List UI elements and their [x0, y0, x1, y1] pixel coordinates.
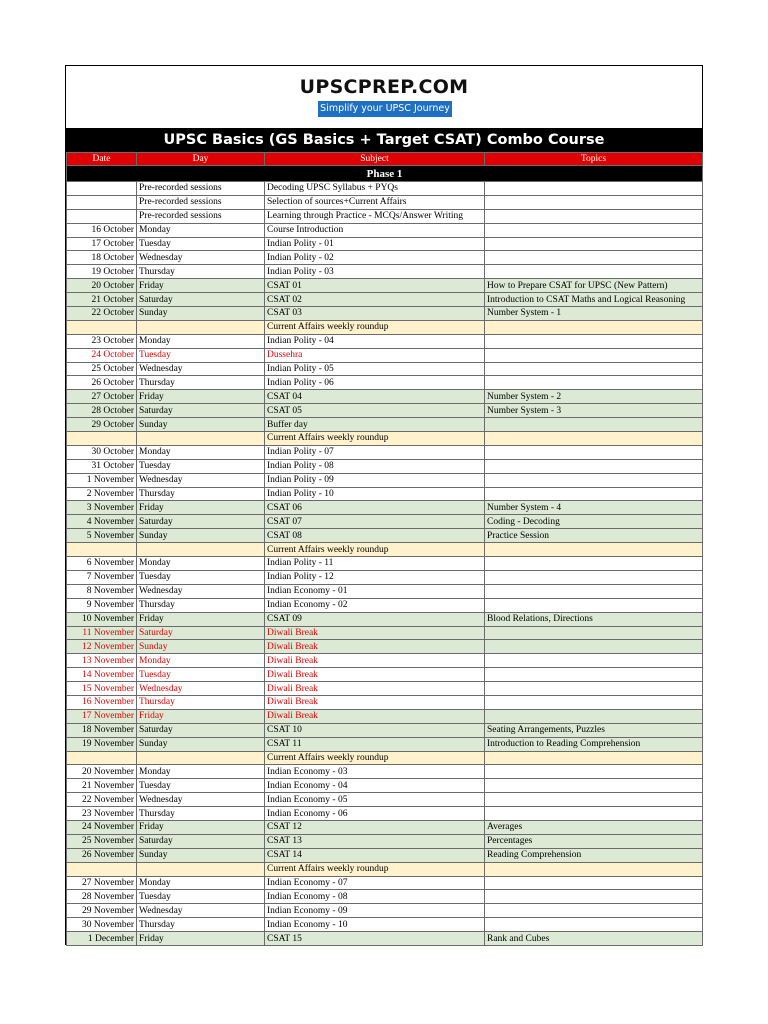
- table-row: [67, 626, 703, 640]
- table-row: [67, 779, 703, 793]
- table-row: [67, 223, 703, 237]
- table-row: [67, 807, 703, 821]
- table-row: [67, 237, 703, 251]
- date-cell: 3 November: [67, 501, 137, 515]
- date-cell: [67, 432, 137, 446]
- day-cell: Saturday: [137, 293, 265, 307]
- subject-cell: Current Affairs weekly roundup: [265, 862, 485, 876]
- topics-cell: [485, 237, 703, 251]
- day-cell: Tuesday: [137, 570, 265, 584]
- date-cell: [67, 543, 137, 557]
- table-row: [67, 362, 703, 376]
- table-row: [67, 918, 703, 932]
- subject-cell: Indian Polity - 11: [265, 557, 485, 571]
- topics-cell: Practice Session: [485, 529, 703, 543]
- header-date: Date: [67, 153, 137, 166]
- table-row: [67, 390, 703, 404]
- table-row: [67, 195, 703, 209]
- table-row: [67, 848, 703, 862]
- table-row: [67, 473, 703, 487]
- topics-cell: [485, 362, 703, 376]
- topics-cell: Rank and Cubes: [485, 932, 703, 946]
- subject-cell: Indian Polity - 07: [265, 445, 485, 459]
- day-cell: Friday: [137, 932, 265, 946]
- topics-cell: Seating Arrangements, Puzzles: [485, 723, 703, 737]
- date-cell: 28 November: [67, 890, 137, 904]
- subject-cell: Decoding UPSC Syllabus + PYQs: [265, 182, 485, 196]
- topics-cell: [485, 709, 703, 723]
- topics-cell: [485, 807, 703, 821]
- table-row: [67, 418, 703, 432]
- table-row: [67, 459, 703, 473]
- day-cell: Tuesday: [137, 237, 265, 251]
- date-cell: 10 November: [67, 612, 137, 626]
- table-row: [67, 529, 703, 543]
- day-cell: Wednesday: [137, 362, 265, 376]
- subject-cell: Current Affairs weekly roundup: [265, 751, 485, 765]
- subject-cell: Indian Economy - 03: [265, 765, 485, 779]
- subject-cell: Indian Economy - 07: [265, 876, 485, 890]
- date-cell: 13 November: [67, 654, 137, 668]
- topics-cell: [485, 876, 703, 890]
- subject-cell: Indian Economy - 10: [265, 918, 485, 932]
- table-row: [67, 501, 703, 515]
- date-cell: 30 October: [67, 445, 137, 459]
- table-row: [67, 654, 703, 668]
- date-cell: 22 November: [67, 793, 137, 807]
- date-cell: 5 November: [67, 529, 137, 543]
- day-cell: Thursday: [137, 598, 265, 612]
- subject-cell: Current Affairs weekly roundup: [265, 432, 485, 446]
- date-cell: [67, 320, 137, 334]
- subject-cell: Indian Polity - 12: [265, 570, 485, 584]
- day-cell: Friday: [137, 501, 265, 515]
- date-cell: 18 October: [67, 251, 137, 265]
- date-cell: [67, 182, 137, 196]
- topics-cell: [485, 765, 703, 779]
- subject-cell: Diwali Break: [265, 709, 485, 723]
- subject-cell: Indian Polity - 05: [265, 362, 485, 376]
- date-cell: 28 October: [67, 404, 137, 418]
- table-row: [67, 209, 703, 223]
- subject-cell: Indian Polity - 10: [265, 487, 485, 501]
- day-cell: Saturday: [137, 515, 265, 529]
- date-cell: 1 November: [67, 473, 137, 487]
- table-row: [67, 279, 703, 293]
- table-row: [67, 598, 703, 612]
- subject-cell: CSAT 05: [265, 404, 485, 418]
- date-cell: 31 October: [67, 459, 137, 473]
- subject-cell: CSAT 08: [265, 529, 485, 543]
- day-cell: Sunday: [137, 529, 265, 543]
- day-cell: Monday: [137, 557, 265, 571]
- date-cell: [67, 751, 137, 765]
- day-cell: Wednesday: [137, 584, 265, 598]
- brand-tagline: Simplify your UPSC Journey: [318, 101, 452, 117]
- header-topics: Topics: [485, 153, 703, 166]
- subject-cell: Learning through Practice - MCQs/Answer Writing: [265, 209, 485, 223]
- topics-cell: [485, 668, 703, 682]
- table-row: [67, 376, 703, 390]
- subject-cell: Indian Polity - 09: [265, 473, 485, 487]
- subject-cell: Diwali Break: [265, 640, 485, 654]
- date-cell: 24 October: [67, 348, 137, 362]
- topics-cell: [485, 223, 703, 237]
- day-cell: [137, 320, 265, 334]
- date-cell: 1 December: [67, 932, 137, 946]
- day-cell: Monday: [137, 334, 265, 348]
- day-cell: Wednesday: [137, 251, 265, 265]
- table-row: [67, 737, 703, 751]
- table-row: [67, 348, 703, 362]
- topics-cell: Blood Relations, Directions: [485, 612, 703, 626]
- header-subject: Subject: [265, 153, 485, 166]
- subject-cell: Indian Polity - 02: [265, 251, 485, 265]
- date-cell: 7 November: [67, 570, 137, 584]
- date-cell: 29 November: [67, 904, 137, 918]
- table-row: [67, 404, 703, 418]
- day-cell: Thursday: [137, 265, 265, 279]
- day-cell: Thursday: [137, 487, 265, 501]
- subject-cell: Diwali Break: [265, 626, 485, 640]
- day-cell: Thursday: [137, 376, 265, 390]
- date-cell: 27 November: [67, 876, 137, 890]
- day-cell: Thursday: [137, 918, 265, 932]
- date-cell: 21 October: [67, 293, 137, 307]
- subject-cell: Dussehra: [265, 348, 485, 362]
- topics-cell: How to Prepare CSAT for UPSC (New Pattern): [485, 279, 703, 293]
- table-row: [67, 793, 703, 807]
- topics-cell: [485, 862, 703, 876]
- topics-cell: [485, 751, 703, 765]
- table-row: [67, 682, 703, 696]
- subject-cell: CSAT 01: [265, 279, 485, 293]
- date-cell: 6 November: [67, 557, 137, 571]
- date-cell: 14 November: [67, 668, 137, 682]
- subject-cell: CSAT 02: [265, 293, 485, 307]
- topics-cell: [485, 376, 703, 390]
- topics-cell: [485, 320, 703, 334]
- date-cell: 12 November: [67, 640, 137, 654]
- date-cell: 16 November: [67, 695, 137, 709]
- table-row: [67, 834, 703, 848]
- subject-cell: Indian Economy - 01: [265, 584, 485, 598]
- day-cell: [137, 432, 265, 446]
- table-row: [67, 751, 703, 765]
- day-cell: Saturday: [137, 626, 265, 640]
- topics-cell: [485, 487, 703, 501]
- table-row: [67, 765, 703, 779]
- topics-cell: [485, 418, 703, 432]
- date-cell: [67, 195, 137, 209]
- subject-cell: Indian Economy - 08: [265, 890, 485, 904]
- date-cell: 19 October: [67, 265, 137, 279]
- date-cell: 19 November: [67, 737, 137, 751]
- topics-cell: Averages: [485, 820, 703, 834]
- date-cell: 24 November: [67, 820, 137, 834]
- topics-cell: [485, 654, 703, 668]
- day-cell: Friday: [137, 390, 265, 404]
- date-cell: 26 November: [67, 848, 137, 862]
- table-row: [67, 432, 703, 446]
- day-cell: Thursday: [137, 807, 265, 821]
- day-cell: Sunday: [137, 848, 265, 862]
- date-cell: 29 October: [67, 418, 137, 432]
- day-cell: Sunday: [137, 307, 265, 321]
- table-row: [67, 668, 703, 682]
- table-row: [67, 307, 703, 321]
- day-cell: [137, 751, 265, 765]
- day-cell: Monday: [137, 765, 265, 779]
- subject-cell: Indian Economy - 05: [265, 793, 485, 807]
- day-cell: Thursday: [137, 695, 265, 709]
- topics-cell: [485, 779, 703, 793]
- table-row: [67, 820, 703, 834]
- date-cell: 25 November: [67, 834, 137, 848]
- day-cell: [137, 543, 265, 557]
- topics-cell: [485, 473, 703, 487]
- topics-cell: [485, 557, 703, 571]
- day-cell: Monday: [137, 223, 265, 237]
- date-cell: 23 November: [67, 807, 137, 821]
- subject-cell: Diwali Break: [265, 695, 485, 709]
- table-row: [67, 695, 703, 709]
- topics-cell: Introduction to Reading Comprehension: [485, 737, 703, 751]
- table-row: [67, 584, 703, 598]
- subject-cell: Course Introduction: [265, 223, 485, 237]
- header-day: Day: [137, 153, 265, 166]
- day-cell: Pre-recorded sessions: [137, 195, 265, 209]
- course-title: UPSC Basics (GS Basics + Target CSAT) Combo Course: [66, 128, 702, 152]
- topics-cell: Number System - 1: [485, 307, 703, 321]
- topics-cell: Number System - 4: [485, 501, 703, 515]
- table-row: [67, 862, 703, 876]
- subject-cell: CSAT 07: [265, 515, 485, 529]
- topics-cell: [485, 890, 703, 904]
- day-cell: Pre-recorded sessions: [137, 209, 265, 223]
- day-cell: Wednesday: [137, 473, 265, 487]
- topics-cell: [485, 348, 703, 362]
- table-row: [67, 515, 703, 529]
- table-row: [67, 612, 703, 626]
- table-header-row: [67, 153, 703, 166]
- date-cell: 15 November: [67, 682, 137, 696]
- topics-cell: [485, 584, 703, 598]
- day-cell: Tuesday: [137, 348, 265, 362]
- subject-cell: CSAT 06: [265, 501, 485, 515]
- day-cell: Friday: [137, 279, 265, 293]
- day-cell: Friday: [137, 820, 265, 834]
- topics-cell: [485, 432, 703, 446]
- topics-cell: [485, 334, 703, 348]
- date-cell: [67, 209, 137, 223]
- table-row: [67, 709, 703, 723]
- table-row: [67, 723, 703, 737]
- table-row: [67, 640, 703, 654]
- day-cell: Monday: [137, 876, 265, 890]
- topics-cell: [485, 640, 703, 654]
- day-cell: Sunday: [137, 737, 265, 751]
- subject-cell: Diwali Break: [265, 654, 485, 668]
- subject-cell: CSAT 14: [265, 848, 485, 862]
- subject-cell: CSAT 11: [265, 737, 485, 751]
- topics-cell: Number System - 3: [485, 404, 703, 418]
- subject-cell: Indian Polity - 06: [265, 376, 485, 390]
- table-row: [67, 251, 703, 265]
- table-row: [67, 890, 703, 904]
- brand-logo: UPSCPREP.COM: [299, 76, 469, 98]
- topics-cell: [485, 543, 703, 557]
- topics-cell: [485, 209, 703, 223]
- topics-cell: [485, 251, 703, 265]
- subject-cell: Indian Economy - 09: [265, 904, 485, 918]
- topics-cell: [485, 682, 703, 696]
- day-cell: Saturday: [137, 834, 265, 848]
- table-row: [67, 487, 703, 501]
- date-cell: 9 November: [67, 598, 137, 612]
- topics-cell: [485, 445, 703, 459]
- schedule-sheet: [65, 65, 703, 945]
- topics-cell: Introduction to CSAT Maths and Logical Reasoning: [485, 293, 703, 307]
- date-cell: 30 November: [67, 918, 137, 932]
- day-cell: Tuesday: [137, 459, 265, 473]
- day-cell: Sunday: [137, 640, 265, 654]
- logo-header: [66, 66, 702, 128]
- subject-cell: Indian Polity - 04: [265, 334, 485, 348]
- topics-cell: [485, 195, 703, 209]
- date-cell: 17 October: [67, 237, 137, 251]
- subject-cell: Current Affairs weekly roundup: [265, 543, 485, 557]
- table-row: [67, 570, 703, 584]
- day-cell: Tuesday: [137, 890, 265, 904]
- subject-cell: CSAT 10: [265, 723, 485, 737]
- subject-cell: CSAT 15: [265, 932, 485, 946]
- topics-cell: Coding - Decoding: [485, 515, 703, 529]
- topics-cell: [485, 570, 703, 584]
- day-cell: [137, 862, 265, 876]
- date-cell: 17 November: [67, 709, 137, 723]
- phase-row: [67, 166, 703, 182]
- date-cell: 21 November: [67, 779, 137, 793]
- date-cell: 18 November: [67, 723, 137, 737]
- date-cell: 4 November: [67, 515, 137, 529]
- day-cell: Tuesday: [137, 668, 265, 682]
- subject-cell: Buffer day: [265, 418, 485, 432]
- table-row: [67, 557, 703, 571]
- date-cell: 11 November: [67, 626, 137, 640]
- subject-cell: CSAT 13: [265, 834, 485, 848]
- topics-cell: [485, 626, 703, 640]
- topics-cell: [485, 598, 703, 612]
- date-cell: 22 October: [67, 307, 137, 321]
- day-cell: Sunday: [137, 418, 265, 432]
- subject-cell: Indian Economy - 02: [265, 598, 485, 612]
- date-cell: 26 October: [67, 376, 137, 390]
- table-row: [67, 265, 703, 279]
- day-cell: Friday: [137, 709, 265, 723]
- topics-cell: [485, 918, 703, 932]
- table-row: [67, 293, 703, 307]
- phase-label: Phase 1: [67, 166, 703, 182]
- topics-cell: Percentages: [485, 834, 703, 848]
- subject-cell: Indian Economy - 04: [265, 779, 485, 793]
- day-cell: Saturday: [137, 723, 265, 737]
- subject-cell: CSAT 03: [265, 307, 485, 321]
- date-cell: 23 October: [67, 334, 137, 348]
- date-cell: 16 October: [67, 223, 137, 237]
- subject-cell: Current Affairs weekly roundup: [265, 320, 485, 334]
- topics-cell: [485, 459, 703, 473]
- table-row: [67, 334, 703, 348]
- day-cell: Tuesday: [137, 779, 265, 793]
- date-cell: 8 November: [67, 584, 137, 598]
- table-row: [67, 320, 703, 334]
- topics-cell: [485, 182, 703, 196]
- date-cell: 25 October: [67, 362, 137, 376]
- subject-cell: Indian Polity - 01: [265, 237, 485, 251]
- day-cell: Friday: [137, 612, 265, 626]
- subject-cell: Indian Polity - 08: [265, 459, 485, 473]
- topics-cell: [485, 904, 703, 918]
- day-cell: Wednesday: [137, 793, 265, 807]
- day-cell: Monday: [137, 445, 265, 459]
- subject-cell: Selection of sources+Current Affairs: [265, 195, 485, 209]
- schedule-table: [66, 152, 703, 946]
- topics-cell: Reading Comprehension: [485, 848, 703, 862]
- topics-cell: [485, 265, 703, 279]
- subject-cell: Indian Polity - 03: [265, 265, 485, 279]
- table-row: [67, 904, 703, 918]
- subject-cell: CSAT 04: [265, 390, 485, 404]
- subject-cell: Indian Economy - 06: [265, 807, 485, 821]
- topics-cell: [485, 695, 703, 709]
- subject-cell: Diwali Break: [265, 682, 485, 696]
- table-row: [67, 876, 703, 890]
- table-row: [67, 445, 703, 459]
- subject-cell: CSAT 09: [265, 612, 485, 626]
- day-cell: Pre-recorded sessions: [137, 182, 265, 196]
- table-row: [67, 182, 703, 196]
- date-cell: 20 October: [67, 279, 137, 293]
- subject-cell: CSAT 12: [265, 820, 485, 834]
- table-row: [67, 543, 703, 557]
- topics-cell: Number System - 2: [485, 390, 703, 404]
- day-cell: Monday: [137, 654, 265, 668]
- date-cell: 27 October: [67, 390, 137, 404]
- date-cell: 2 November: [67, 487, 137, 501]
- date-cell: 20 November: [67, 765, 137, 779]
- topics-cell: [485, 793, 703, 807]
- day-cell: Saturday: [137, 404, 265, 418]
- day-cell: Wednesday: [137, 904, 265, 918]
- table-row: [67, 932, 703, 946]
- date-cell: [67, 862, 137, 876]
- day-cell: Wednesday: [137, 682, 265, 696]
- subject-cell: Diwali Break: [265, 668, 485, 682]
